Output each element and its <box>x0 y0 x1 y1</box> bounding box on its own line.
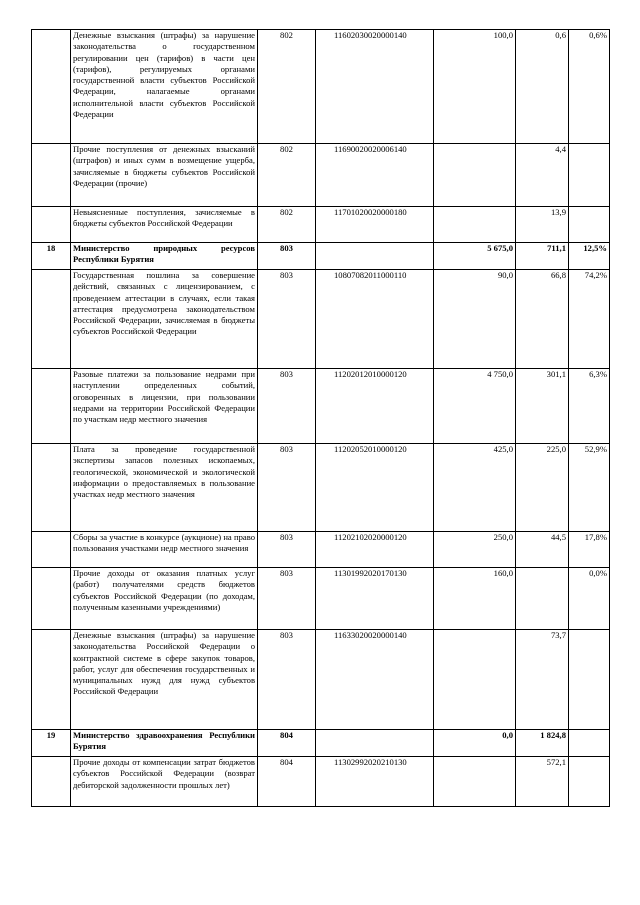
table-row <box>32 144 610 207</box>
table-row <box>32 369 610 444</box>
fact-value: 301,1 <box>516 369 569 444</box>
row-number <box>32 207 71 243</box>
admin-code: 802 <box>258 144 316 207</box>
table-row-ministry <box>32 243 610 270</box>
row-number: 18 <box>32 243 71 270</box>
revenue-name: Прочие доходы от компенсации затрат бюджетов субъектов Российской Федерации (возврат дебиторской задолженности прошлых лет) <box>71 757 258 807</box>
revenue-name: Невыясненные поступления, зачисляемые в бюджеты субъектов Российской Федерации <box>71 207 258 243</box>
revenue-name: Разовые платежи за пользование недрами при наступлении определенных событий, оговоренных в лицензии, при пользовании недрами на территории Российской Федерации по участкам недр местного значения <box>71 369 258 444</box>
row-number <box>32 144 71 207</box>
fact-value: 225,0 <box>516 444 569 532</box>
plan-value: 250,0 <box>434 532 516 568</box>
ministry-name: Министерство здравоохранения Республики Бурятия <box>71 730 258 757</box>
plan-value: 4 750,0 <box>434 369 516 444</box>
row-number <box>32 757 71 807</box>
budget-class-code <box>316 243 434 270</box>
budget-class-code <box>316 730 434 757</box>
plan-value: 100,0 <box>434 30 516 144</box>
row-number <box>32 369 71 444</box>
table-row <box>32 207 610 243</box>
budget-class-code: 11301992020170130 <box>316 568 434 630</box>
budget-class-code: 11633020020000140 <box>316 630 434 730</box>
percent-value: 74,2% <box>569 270 610 369</box>
plan-value <box>434 207 516 243</box>
admin-code: 804 <box>258 757 316 807</box>
plan-value: 5 675,0 <box>434 243 516 270</box>
revenue-name: Прочие поступления от денежных взысканий (штрафов) и иных сумм в возмещение ущерба, зачисляемые в бюджеты субъектов Российской Федерации (прочие) <box>71 144 258 207</box>
revenue-name: Денежные взыскания (штрафы) за нарушение законодательства Российской Федерации о контрактной системе в сфере закупок товаров, работ, услуг для обеспечения государственных и муниципальных нужд для нужд субъектов Российской Федерации <box>71 630 258 730</box>
budget-class-code: 11701020020000180 <box>316 207 434 243</box>
percent-value: 52,9% <box>569 444 610 532</box>
revenue-name: Плата за проведение государственной экспертизы запасов полезных ископаемых, геологической, экономической и экологической информации о предоставляемых в пользование участках недр местного значения <box>71 444 258 532</box>
admin-code: 803 <box>258 568 316 630</box>
admin-code: 803 <box>258 444 316 532</box>
plan-value <box>434 757 516 807</box>
fact-value: 1 824,8 <box>516 730 569 757</box>
percent-value <box>569 730 610 757</box>
row-number <box>32 444 71 532</box>
admin-code: 803 <box>258 369 316 444</box>
fact-value: 572,1 <box>516 757 569 807</box>
fact-value <box>516 568 569 630</box>
revenue-name: Денежные взыскания (штрафы) за нарушение законодательства о государственном регулировании цен (тарифов) в части цен (тарифов), регулируемых органами государственной власти субъектов Российской Федерации, налагаемые органами исполнительной власти субъектов Российской Федерации <box>71 30 258 144</box>
revenue-table <box>31 29 610 807</box>
budget-class-code: 11302992020210130 <box>316 757 434 807</box>
table-row <box>32 757 610 807</box>
row-number <box>32 630 71 730</box>
admin-code: 804 <box>258 730 316 757</box>
percent-value: 0,6% <box>569 30 610 144</box>
plan-value: 0,0 <box>434 730 516 757</box>
fact-value: 44,5 <box>516 532 569 568</box>
row-number: 19 <box>32 730 71 757</box>
table-row <box>32 444 610 532</box>
fact-value: 711,1 <box>516 243 569 270</box>
table-row-ministry <box>32 730 610 757</box>
row-number <box>32 270 71 369</box>
plan-value: 425,0 <box>434 444 516 532</box>
budget-class-code: 11690020020006140 <box>316 144 434 207</box>
revenue-name: Сборы за участие в конкурсе (аукционе) на право пользования участками недр местного значения <box>71 532 258 568</box>
percent-value: 12,5% <box>569 243 610 270</box>
row-number <box>32 532 71 568</box>
budget-class-code: 11602030020000140 <box>316 30 434 144</box>
table-row <box>32 630 610 730</box>
ministry-name: Министерство природных ресурсов Республики Бурятия <box>71 243 258 270</box>
admin-code: 802 <box>258 207 316 243</box>
revenue-name: Прочие доходы от оказания платных услуг (работ) получателями средств бюджетов субъектов Российской Федерации (по доходам, полученным казенными учреждениями) <box>71 568 258 630</box>
table-row <box>32 568 610 630</box>
plan-value <box>434 144 516 207</box>
budget-class-code: 11202052010000120 <box>316 444 434 532</box>
table-row <box>32 30 610 144</box>
fact-value: 73,7 <box>516 630 569 730</box>
percent-value <box>569 207 610 243</box>
admin-code: 803 <box>258 270 316 369</box>
fact-value: 66,8 <box>516 270 569 369</box>
fact-value: 13,9 <box>516 207 569 243</box>
percent-value <box>569 144 610 207</box>
fact-value: 0,6 <box>516 30 569 144</box>
percent-value: 6,3% <box>569 369 610 444</box>
plan-value: 90,0 <box>434 270 516 369</box>
budget-class-code: 10807082011000110 <box>316 270 434 369</box>
budget-class-code: 11202102020000120 <box>316 532 434 568</box>
percent-value: 0,0% <box>569 568 610 630</box>
admin-code: 803 <box>258 630 316 730</box>
admin-code: 803 <box>258 243 316 270</box>
row-number <box>32 30 71 144</box>
percent-value <box>569 757 610 807</box>
admin-code: 803 <box>258 532 316 568</box>
revenue-name: Государственная пошлина за совершение действий, связанных с лицензированием, с проведением аттестации в случаях, если такая аттестация предусмотрена законодательством Российской Федерации, зачисляемая в бюджеты субъектов Российской Федерации <box>71 270 258 369</box>
admin-code: 802 <box>258 30 316 144</box>
budget-class-code: 11202012010000120 <box>316 369 434 444</box>
fact-value: 4,4 <box>516 144 569 207</box>
percent-value: 17,8% <box>569 532 610 568</box>
percent-value <box>569 630 610 730</box>
plan-value: 160,0 <box>434 568 516 630</box>
plan-value <box>434 630 516 730</box>
table-row <box>32 270 610 369</box>
row-number <box>32 568 71 630</box>
table-row <box>32 532 610 568</box>
